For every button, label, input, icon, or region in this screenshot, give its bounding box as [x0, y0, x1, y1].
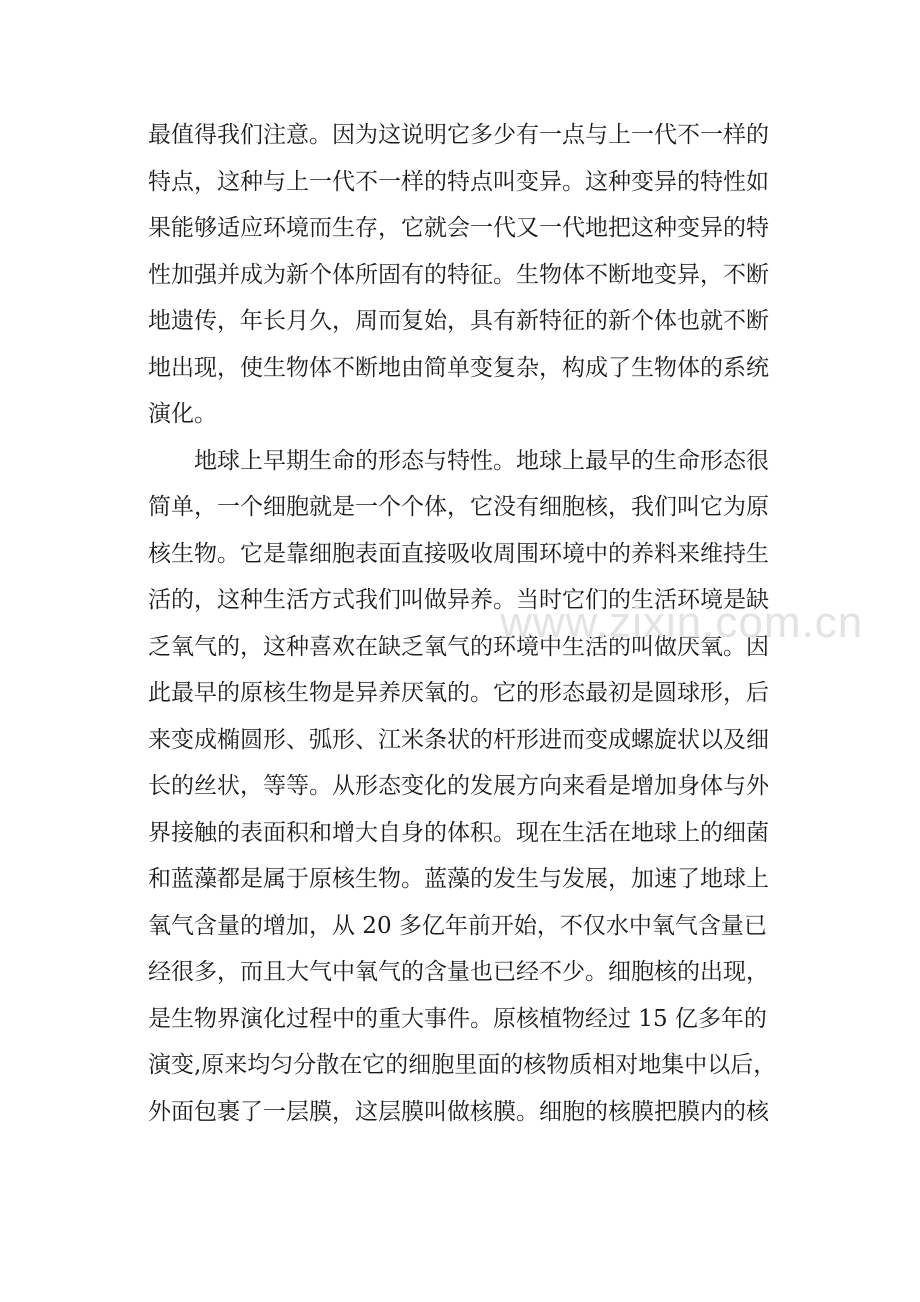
text-line: 地出现，使生物体不断地由简单变复杂，构成了生物体的系统: [148, 354, 769, 381]
text-line: 乏氧气的，这种喜欢在缺乏氧气的环境中生活的叫做厌氧。因: [148, 633, 769, 660]
text-line: 演变,原来均匀分散在它的细胞里面的核物质相对地集中以后，: [148, 1052, 777, 1078]
text-line: 氧气含量的增加，从 20 多亿年前开始，不仅水中氧气含量已: [148, 912, 767, 939]
text-line: 长的丝状，等等。从形态变化的发展方向来看是增加身体与外: [148, 773, 769, 799]
text-line: 果能够适应环境而生存，它就会一代又一代地把这种变异的特: [148, 215, 769, 241]
text-line: 简单，一个细胞就是一个个体，它没有细胞核，我们叫它为原: [148, 494, 769, 520]
text-line: 地球上早期生命的形态与特性。地球上最早的生命形态很: [148, 447, 769, 474]
text-line: 地遗传，年长月久，周而复始，具有新特征的新个体也就不断: [148, 308, 769, 334]
text-line: 活的，这种生活方式我们叫做异养。当时它们的生活环境是缺: [148, 587, 769, 613]
text-line: 界接触的表面积和增大自身的体积。现在生活在地球上的细菌: [148, 819, 769, 846]
text-line: 演化。: [148, 401, 217, 427]
text-line: 此最早的原核生物是异养厌氧的。它的形态最初是圆球形，后: [148, 680, 769, 706]
text-line: 和蓝藻都是属于原核生物。蓝藻的发生与发展，加速了地球上: [148, 866, 769, 892]
text-line: 是生物界演化过程中的重大事件。原核植物经过 15 亿多年的: [148, 1005, 767, 1032]
text-line: 来变成椭圆形、弧形、江米条状的杆形进而变成螺旋状以及细: [148, 726, 769, 753]
text-line: 性加强并成为新个体所固有的特征。生物体不断地变异，不断: [148, 261, 769, 288]
text-line: 外面包裹了一层膜，这层膜叫做核膜。细胞的核膜把膜内的核: [148, 1098, 769, 1125]
watermark: www.zixin.com.cn: [500, 598, 864, 647]
text-line: 经很多，而且大气中氧气的含量也已经不少。细胞核的出现，: [148, 959, 769, 985]
text-line: 最值得我们注意。因为这说明它多少有一点与上一代不一样的: [148, 122, 769, 148]
text-line: 核生物。它是靠细胞表面直接吸收周围环境中的养料来维持生: [148, 540, 769, 567]
body-text: [148, 112, 778, 1135]
text-line: 特点，这种与上一代不一样的特点叫变异。这种变异的特性如: [148, 168, 769, 195]
